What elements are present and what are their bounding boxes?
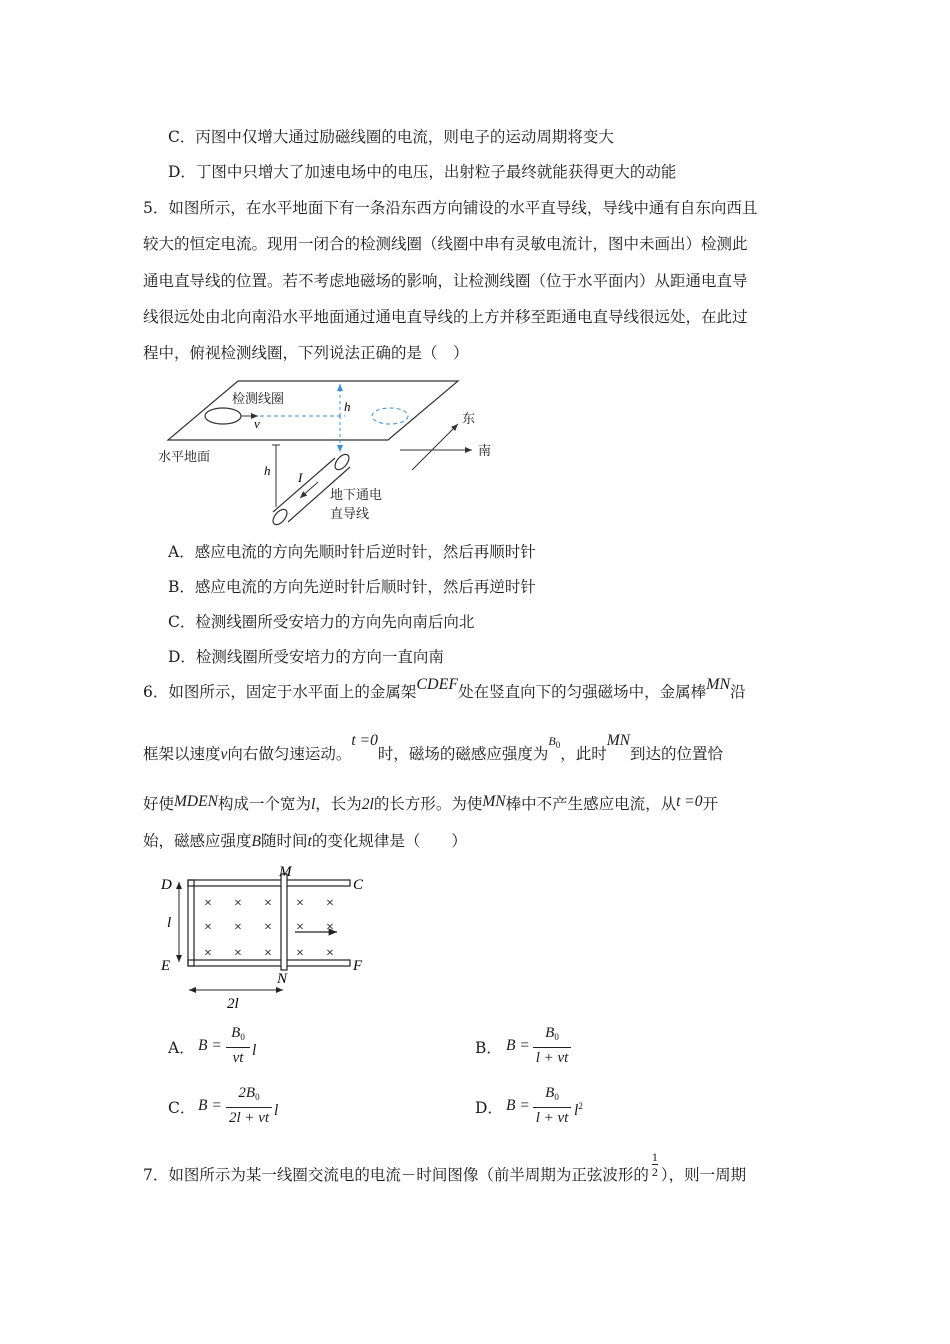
field-cross: × (234, 946, 242, 961)
field-cross: × (264, 946, 272, 961)
q6-option-c-tail: l (274, 1102, 279, 1119)
field-cross: × (296, 920, 304, 935)
q5-option-b: B．感应电流的方向先逆时针后顺时针，然后再逆时针 (168, 578, 536, 596)
label-l: l (167, 915, 172, 931)
detection-coil (205, 408, 241, 424)
field-cross: × (264, 896, 272, 911)
label-c: C (353, 877, 364, 893)
q4-option-d: D．丁图中只增大了加速电场中的电压，出射粒子最终就能获得更大的动能 (168, 163, 677, 181)
q5-stem-line-4: 线很远处由北向南沿水平地面通过通电直导线的上方并移至距通电直导线很远处，在此过 (143, 308, 748, 326)
q6-stem-line-3: 好使MDEN构成一个宽为l，长为2l的长方形。为使MN棒中不产生感应电流，从t =0开 (143, 793, 719, 813)
label-f: F (353, 958, 363, 974)
q6-option-b-lhs: B = (506, 1037, 530, 1054)
q6-option-c-fraction: $2B_0$ 2l + vt (226, 1084, 272, 1127)
magnetic-field-crosses (204, 896, 334, 961)
q5-stem-line-2: 较大的恒定电流。现用一闭合的检测线圈（线圈中串有灵敏电流计，图中未画出）检测此 (143, 235, 748, 253)
field-cross: × (326, 896, 334, 911)
ground-label: 水平地面 (158, 450, 211, 465)
q6-option-a-tail: l (252, 1042, 257, 1059)
q6-option-d-lhs: B = (506, 1097, 530, 1114)
field-cross: × (204, 896, 212, 911)
q6-option-d-fraction: $B_0$ l + vt (533, 1084, 571, 1127)
label-h-lower: h (264, 463, 271, 478)
field-cross: × (234, 896, 242, 911)
q6-stem-line-1: 6．如图所示，固定于水平面上的金属架CDEF处在竖直向下的匀强磁场中，金属棒MN沿 (143, 676, 746, 701)
label-e: E (161, 958, 171, 974)
field-cross: × (326, 920, 334, 935)
south-label: 南 (478, 444, 492, 459)
label-n: N (277, 971, 288, 987)
field-cross: × (204, 920, 212, 935)
field-cross: × (296, 946, 304, 961)
q5-option-c: C．检测线圈所受安培力的方向先向南后向北 (168, 613, 475, 631)
field-cross: × (326, 946, 334, 961)
label-m: M (279, 864, 292, 880)
q7-stem-line-1: 7．如图所示为某一线圈交流电的电流－时间图像（前半周期为正弦波形的 $\frac{1}{2}$ ），则一周期 (143, 1150, 747, 1184)
q6-figure (155, 864, 375, 1012)
ground-plane (168, 381, 458, 440)
q4-option-c: C．丙图中仅增大通过励磁线圈的电流，则电子的运动周期将变大 (168, 128, 614, 146)
q5-stem-line-3: 通电直导线的位置。若不考虑地磁场的影响，让检测线圈（位于水平面内）从距通电直导 (143, 272, 748, 290)
label-d: D (161, 877, 172, 893)
q6-option-c-label: C． (168, 1099, 196, 1117)
label-h-upper: h (344, 399, 351, 414)
field-cross: × (234, 920, 242, 935)
q6-option-a-label: A． (168, 1039, 195, 1057)
q6-option-b-label: B． (475, 1039, 502, 1057)
q5-stem-line-5: 程中，俯视检测线圈，下列说法正确的是（ ） (143, 344, 469, 362)
coil-label: 检测线圈 (232, 392, 285, 407)
q7-fraction: $\frac{1}{2}$ (651, 1150, 658, 1179)
q6-option-d-label: D． (475, 1099, 503, 1117)
q6-option-a-fraction: $B_0$ vt (226, 1024, 250, 1067)
wire-label-1: 地下通电 (330, 488, 383, 503)
q6-option-b-fraction: $B_0$ l + vt (533, 1024, 571, 1067)
q5-option-d: D．检测线圈所受安培力的方向一直向南 (168, 648, 444, 666)
q6-option-c-lhs: B = (198, 1097, 222, 1114)
east-arrow (412, 424, 458, 470)
field-cross: × (264, 920, 272, 935)
q5-option-a: A．感应电流的方向先顺时针后逆时针，然后再顺时针 (168, 543, 536, 561)
label-v: v (254, 416, 260, 431)
q6-stem-line-2: 框架以速度v向右做匀速运动。t =0时，磁场的磁感应强度为$^{B_0}$，此时MN到达的位置恰 (143, 732, 723, 763)
label-current: I (298, 470, 303, 485)
q6-stem-line-4: 始，磁感应强度B随时间t的变化规律是（ ） (143, 832, 467, 850)
q6-option-a-lhs: B = (198, 1037, 222, 1054)
q5-stem-line-1: 5．如图所示，在水平地面下有一条沿东西方向铺设的水平直导线，导线中通有自东向西且 (143, 199, 758, 217)
coil-dashed-position (372, 408, 408, 424)
wire-label-2: 直导线 (330, 507, 370, 522)
q6-option-d-tail: $l^2$ (574, 1101, 583, 1119)
field-cross: × (204, 946, 212, 961)
rod-mn (281, 874, 287, 970)
field-cross: × (296, 896, 304, 911)
label-2l: 2l (227, 996, 239, 1012)
east-label: 东 (462, 412, 476, 427)
